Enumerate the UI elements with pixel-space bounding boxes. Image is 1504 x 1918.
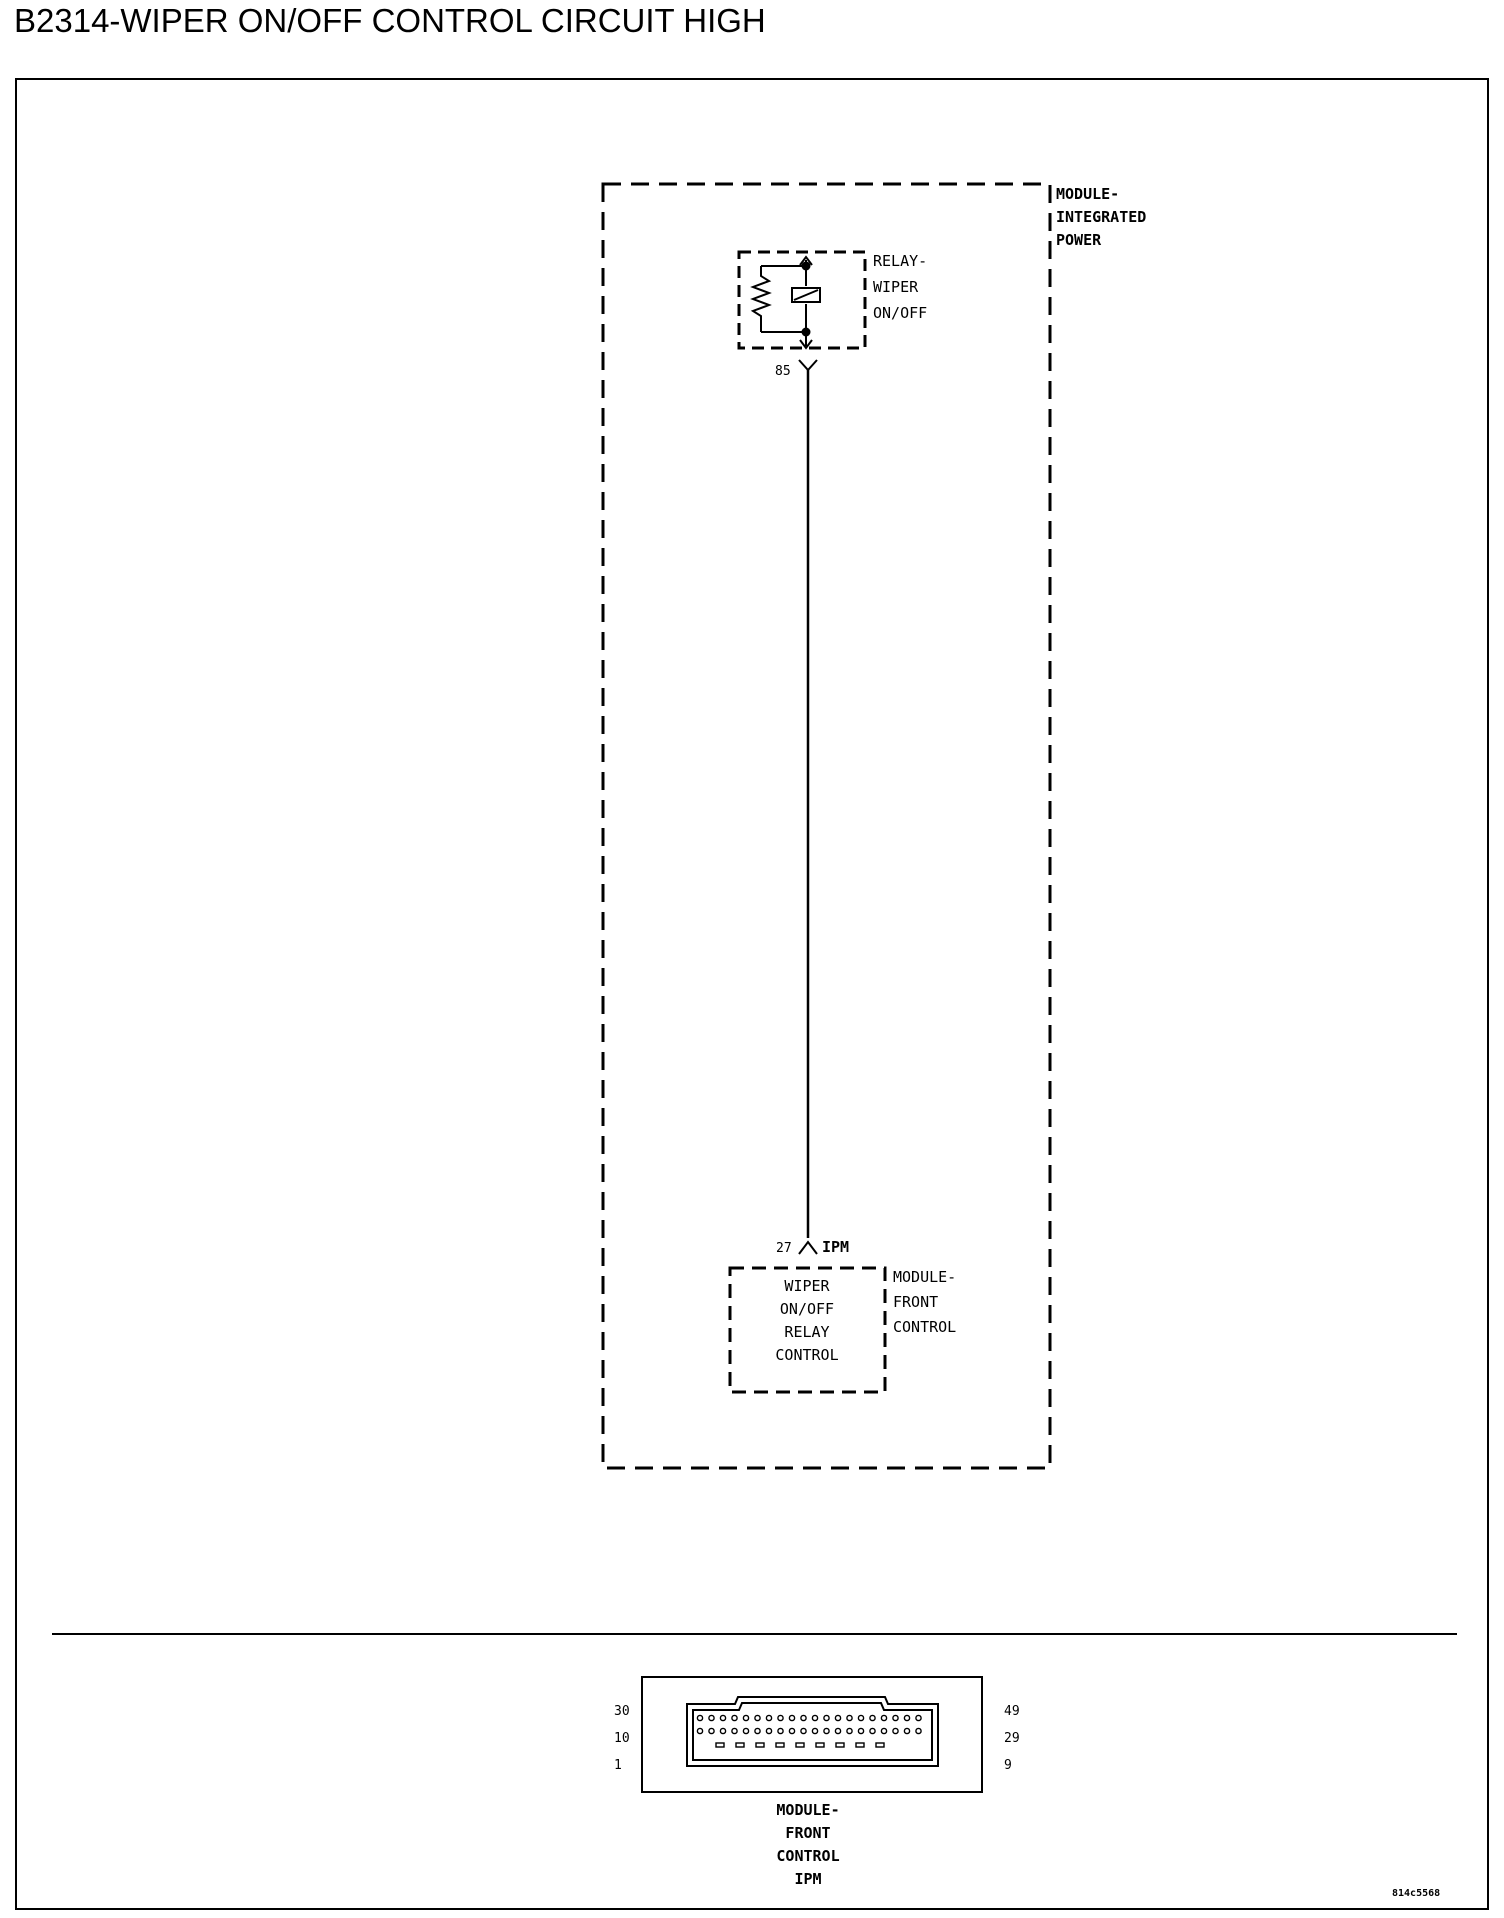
relay-pin-number: 85 <box>775 364 791 379</box>
connector-pin-row-top <box>904 1715 909 1720</box>
front-control-function-1: WIPER <box>784 1277 830 1295</box>
integrated-power-module-outline <box>603 184 1050 1468</box>
front-control-label-1: MODULE- <box>893 1268 957 1286</box>
connector-pin-row-middle <box>847 1728 852 1733</box>
connector-label-3: CONTROL <box>776 1847 840 1865</box>
connector-pin-row-bottom <box>816 1743 824 1747</box>
connector-right-pin-mid: 29 <box>1004 1731 1020 1746</box>
connector-pin-row-middle <box>870 1728 875 1733</box>
relay-label-2: WIPER <box>873 278 919 296</box>
connector-pin-row-middle <box>835 1728 840 1733</box>
connector-pin-row-bottom <box>776 1743 784 1747</box>
connector-pin-row-top <box>732 1715 737 1720</box>
front-control-connector-name: IPM <box>822 1238 850 1256</box>
connector-pin-row-top <box>778 1715 783 1720</box>
connector-pin-row-middle <box>812 1728 817 1733</box>
connector-pin-row-bottom <box>796 1743 804 1747</box>
front-control-function-4: CONTROL <box>775 1346 839 1364</box>
connector-pin-row-middle <box>916 1728 921 1733</box>
front-control-label-2: FRONT <box>893 1293 939 1311</box>
connector-pin-rows <box>697 1715 921 1747</box>
connector-pin-row-top <box>893 1715 898 1720</box>
relay-node-top <box>802 262 811 271</box>
connector-pin-row-top <box>881 1715 886 1720</box>
connector-left-pin-top: 30 <box>614 1704 630 1719</box>
pin-85-connector-symbol <box>799 360 817 370</box>
connector-pin-row-top <box>697 1715 702 1720</box>
connector-pin-row-middle <box>743 1728 748 1733</box>
connector-pin-row-middle <box>778 1728 783 1733</box>
connector-left-pin-mid: 10 <box>614 1731 630 1746</box>
connector-pin-row-top <box>789 1715 794 1720</box>
connector-pin-row-bottom <box>736 1743 744 1747</box>
connector-pin-row-top <box>709 1715 714 1720</box>
figure-id: 814c5568 <box>1392 1888 1441 1899</box>
connector-pin-row-middle <box>766 1728 771 1733</box>
connector-label-1: MODULE- <box>776 1801 840 1819</box>
connector-pin-row-top <box>743 1715 748 1720</box>
front-control-label-3: CONTROL <box>893 1318 957 1336</box>
connector-pin-row-top <box>835 1715 840 1720</box>
connector-pin-row-bottom <box>716 1743 724 1747</box>
connector-pin-row-middle <box>881 1728 886 1733</box>
connector-pin-row-top <box>801 1715 806 1720</box>
connector-pin-row-bottom <box>876 1743 884 1747</box>
connector-pin-row-middle <box>697 1728 702 1733</box>
connector-pin-row-middle <box>893 1728 898 1733</box>
connector-pin-row-top <box>870 1715 875 1720</box>
page-title: B2314-WIPER ON/OFF CONTROL CIRCUIT HIGH <box>14 2 766 39</box>
connector-label-2: FRONT <box>785 1824 831 1842</box>
connector-pin-row-top <box>824 1715 829 1720</box>
connector-pin-row-middle <box>755 1728 760 1733</box>
connector-pin-row-middle <box>732 1728 737 1733</box>
front-control-function-3: RELAY <box>784 1323 830 1341</box>
connector-right-pin-top: 49 <box>1004 1704 1020 1719</box>
connector-pin-row-bottom <box>856 1743 864 1747</box>
connector-pin-row-top <box>812 1715 817 1720</box>
integrated-power-label-1: MODULE- <box>1056 185 1120 203</box>
connector-right-pin-bottom: 9 <box>1004 1758 1012 1773</box>
connector-pin-row-top <box>847 1715 852 1720</box>
integrated-power-label-2: INTEGRATED <box>1056 208 1147 226</box>
connector-pin-row-bottom <box>756 1743 764 1747</box>
connector-pin-row-top <box>766 1715 771 1720</box>
connector-pin-row-middle <box>904 1728 909 1733</box>
connector-pin-row-top <box>858 1715 863 1720</box>
connector-label-4: IPM <box>794 1870 822 1888</box>
connector-pin-row-bottom <box>836 1743 844 1747</box>
connector-left-pin-bottom: 1 <box>614 1758 622 1773</box>
connector-pin-row-top <box>720 1715 725 1720</box>
connector-pin-row-top <box>755 1715 760 1720</box>
connector-pin-row-top <box>916 1715 921 1720</box>
connector-pin-row-middle <box>709 1728 714 1733</box>
relay-label-3: ON/OFF <box>873 304 928 322</box>
relay-node-bottom <box>802 328 811 337</box>
front-control-pin-number: 27 <box>776 1241 792 1256</box>
pin-27-connector-symbol <box>799 1242 817 1254</box>
connector-pin-row-middle <box>801 1728 806 1733</box>
relay-coil-symbol <box>753 257 820 348</box>
connector-pin-row-middle <box>858 1728 863 1733</box>
connector-pin-row-middle <box>789 1728 794 1733</box>
connector-pin-row-middle <box>720 1728 725 1733</box>
connector-pin-row-middle <box>824 1728 829 1733</box>
front-control-function-2: ON/OFF <box>779 1300 835 1318</box>
integrated-power-label-3: POWER <box>1056 231 1102 249</box>
relay-label-1: RELAY- <box>873 252 928 270</box>
